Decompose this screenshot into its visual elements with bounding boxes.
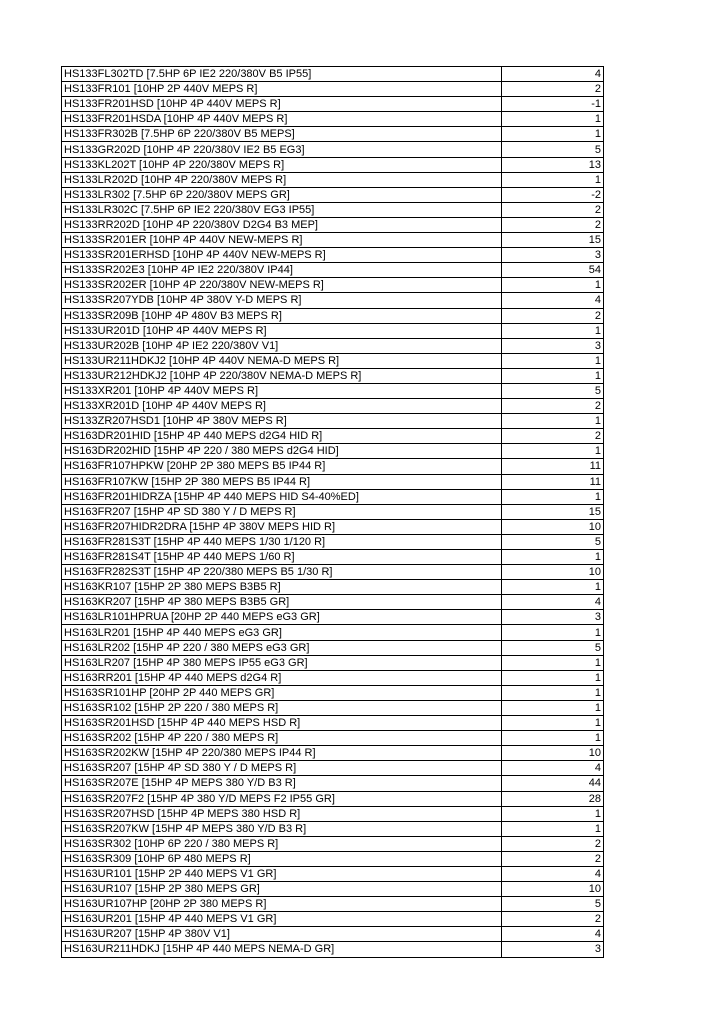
item-description-cell: HS163SR207 [15HP 4P SD 380 Y / D MEPS R] <box>62 761 502 776</box>
table-row <box>62 399 604 414</box>
item-description-cell: HS163UR211HDKJ [15HP 4P 440 MEPS NEMA-D GR] <box>62 942 502 957</box>
quantity-cell: 1 <box>502 655 604 670</box>
item-description-cell: HS133SR201ERHSD [10HP 4P 440V NEW-MEPS R] <box>62 248 502 263</box>
item-description-cell: HS133UR201D [10HP 4P 440V MEPS R] <box>62 323 502 338</box>
table-row <box>62 731 604 746</box>
quantity-cell: 4 <box>502 761 604 776</box>
quantity-cell: 2 <box>502 82 604 97</box>
table-row <box>62 776 604 791</box>
item-description-cell: HS133SR202E3 [10HP 4P IE2 220/380V IP44] <box>62 263 502 278</box>
item-description-cell: HS163UR207 [15HP 4P 380V V1] <box>62 927 502 942</box>
table-row <box>62 806 604 821</box>
table-row <box>62 459 604 474</box>
item-description-cell: HS133UR211HDKJ2 [10HP 4P 440V NEMA-D MEPS R] <box>62 353 502 368</box>
item-description-cell: HS163SR102 [15HP 2P 220 / 380 MEPS R] <box>62 700 502 715</box>
quantity-cell: 2 <box>502 429 604 444</box>
item-description-cell: HS133UR202B [10HP 4P IE2 220/380V V1] <box>62 338 502 353</box>
table-row <box>62 640 604 655</box>
table-row <box>62 625 604 640</box>
quantity-cell: 1 <box>502 685 604 700</box>
table-row <box>62 504 604 519</box>
item-description-cell: HS133FL302TD [7.5HP 6P IE2 220/380V B5 IP55] <box>62 67 502 82</box>
item-description-cell: HS163SR207KW [15HP 4P MEPS 380 Y/D B3 R] <box>62 821 502 836</box>
quantity-cell: 15 <box>502 233 604 248</box>
quantity-cell: 5 <box>502 142 604 157</box>
quantity-cell: -2 <box>502 187 604 202</box>
quantity-cell: 44 <box>502 776 604 791</box>
quantity-cell: 2 <box>502 399 604 414</box>
quantity-cell: 1 <box>502 368 604 383</box>
table-row <box>62 263 604 278</box>
item-description-cell: HS163FR201HIDRZA [15HP 4P 440 MEPS HID S4-40%ED] <box>62 489 502 504</box>
table-row <box>62 565 604 580</box>
quantity-cell: 1 <box>502 323 604 338</box>
item-description-cell: HS133SR202ER [10HP 4P 220/380V NEW-MEPS R] <box>62 278 502 293</box>
quantity-cell: 5 <box>502 534 604 549</box>
item-description-cell: HS133LR202D [10HP 4P 220/380V MEPS R] <box>62 172 502 187</box>
inventory-table <box>61 66 604 958</box>
item-description-cell: HS163SR207F2 [15HP 4P 380 Y/D MEPS F2 IP55 GR] <box>62 791 502 806</box>
item-description-cell: HS133LR302C [7.5HP 6P IE2 220/380V EG3 IP55] <box>62 202 502 217</box>
item-description-cell: HS163LR201 [15HP 4P 440 MEPS eG3 GR] <box>62 625 502 640</box>
item-description-cell: HS163KR107 [15HP 2P 380 MEPS B3B5 R] <box>62 580 502 595</box>
quantity-cell: 2 <box>502 217 604 232</box>
item-description-cell: HS163SR202 [15HP 4P 220 / 380 MEPS R] <box>62 731 502 746</box>
quantity-cell: 1 <box>502 127 604 142</box>
item-description-cell: HS133UR212HDKJ2 [10HP 4P 220/380V NEMA-D MEPS R] <box>62 368 502 383</box>
item-description-cell: HS163FR207HIDR2DRA [15HP 4P 380V MEPS HID R] <box>62 519 502 534</box>
quantity-cell: 15 <box>502 504 604 519</box>
quantity-cell: 13 <box>502 157 604 172</box>
table-row <box>62 278 604 293</box>
table-row <box>62 836 604 851</box>
table-row <box>62 670 604 685</box>
quantity-cell: 5 <box>502 897 604 912</box>
table-row <box>62 866 604 881</box>
quantity-cell: 2 <box>502 836 604 851</box>
quantity-cell: 2 <box>502 851 604 866</box>
quantity-cell: 3 <box>502 942 604 957</box>
item-description-cell: HS163FR207 [15HP 4P SD 380 Y / D MEPS R] <box>62 504 502 519</box>
item-description-cell: HS133XR201 [10HP 4P 440V MEPS R] <box>62 383 502 398</box>
item-description-cell: HS163SR207HSD [15HP 4P MEPS 380 HSD R] <box>62 806 502 821</box>
table-row <box>62 233 604 248</box>
table-row <box>62 791 604 806</box>
table-row <box>62 655 604 670</box>
table-row <box>62 610 604 625</box>
item-description-cell: HS133FR201HSD [10HP 4P 440V MEPS R] <box>62 97 502 112</box>
quantity-cell: 1 <box>502 172 604 187</box>
quantity-cell: 1 <box>502 580 604 595</box>
quantity-cell: 1 <box>502 731 604 746</box>
table-row <box>62 716 604 731</box>
item-description-cell: HS163RR201 [15HP 4P 440 MEPS d2G4 R] <box>62 670 502 685</box>
table-row <box>62 685 604 700</box>
item-description-cell: HS163FR107KW [15HP 2P 380 MEPS B5 IP44 R] <box>62 474 502 489</box>
item-description-cell: HS133RR202D [10HP 4P 220/380V D2G4 B3 MEP] <box>62 217 502 232</box>
table-row <box>62 368 604 383</box>
quantity-cell: 10 <box>502 519 604 534</box>
quantity-cell: 4 <box>502 67 604 82</box>
table-row <box>62 383 604 398</box>
item-description-cell: HS163FR281S4T [15HP 4P 440 MEPS 1/60 R] <box>62 550 502 565</box>
item-description-cell: HS133FR101 [10HP 2P 440V MEPS R] <box>62 82 502 97</box>
quantity-cell: 2 <box>502 308 604 323</box>
item-description-cell: HS133FR201HSDA [10HP 4P 440V MEPS R] <box>62 112 502 127</box>
table-row <box>62 97 604 112</box>
quantity-cell: 3 <box>502 610 604 625</box>
item-description-cell: HS163SR201HSD [15HP 4P 440 MEPS HSD R] <box>62 716 502 731</box>
quantity-cell: 10 <box>502 882 604 897</box>
quantity-cell: 3 <box>502 248 604 263</box>
quantity-cell: 11 <box>502 459 604 474</box>
table-row <box>62 353 604 368</box>
table-row <box>62 308 604 323</box>
item-description-cell: HS163KR207 [15HP 4P 380 MEPS B3B5 GR] <box>62 595 502 610</box>
quantity-cell: 2 <box>502 912 604 927</box>
quantity-cell: 5 <box>502 640 604 655</box>
table-row <box>62 157 604 172</box>
quantity-cell: 1 <box>502 278 604 293</box>
item-description-cell: HS163SR207E [15HP 4P MEPS 380 Y/D B3 R] <box>62 776 502 791</box>
table-row <box>62 580 604 595</box>
quantity-cell: 1 <box>502 700 604 715</box>
item-description-cell: HS133XR201D [10HP 4P 440V MEPS R] <box>62 399 502 414</box>
quantity-cell: 1 <box>502 806 604 821</box>
quantity-cell: 10 <box>502 746 604 761</box>
quantity-cell: 54 <box>502 263 604 278</box>
quantity-cell: -1 <box>502 97 604 112</box>
table-row <box>62 217 604 232</box>
item-description-cell: HS163LR207 [15HP 4P 380 MEPS IP55 eG3 GR] <box>62 655 502 670</box>
table-row <box>62 595 604 610</box>
table-row <box>62 248 604 263</box>
quantity-cell: 2 <box>502 202 604 217</box>
quantity-cell: 1 <box>502 444 604 459</box>
quantity-cell: 4 <box>502 866 604 881</box>
quantity-cell: 3 <box>502 338 604 353</box>
quantity-cell: 1 <box>502 821 604 836</box>
table-row <box>62 534 604 549</box>
table-row <box>62 882 604 897</box>
quantity-cell: 4 <box>502 595 604 610</box>
item-description-cell: HS163SR101HP [20HP 2P 440 MEPS GR] <box>62 685 502 700</box>
quantity-cell: 1 <box>502 414 604 429</box>
table-row <box>62 927 604 942</box>
table-row <box>62 942 604 957</box>
table-row <box>62 112 604 127</box>
table-row <box>62 202 604 217</box>
item-description-cell: HS163LR202 [15HP 4P 220 / 380 MEPS eG3 GR] <box>62 640 502 655</box>
quantity-cell: 1 <box>502 489 604 504</box>
table-row <box>62 187 604 202</box>
item-description-cell: HS163UR107 [15HP 2P 380 MEPS GR] <box>62 882 502 897</box>
table-row <box>62 172 604 187</box>
table-row <box>62 474 604 489</box>
item-description-cell: HS163DR201HID [15HP 4P 440 MEPS d2G4 HID R] <box>62 429 502 444</box>
quantity-cell: 11 <box>502 474 604 489</box>
table-row <box>62 323 604 338</box>
item-description-cell: HS163UR201 [15HP 4P 440 MEPS V1 GR] <box>62 912 502 927</box>
table-row <box>62 414 604 429</box>
table-row <box>62 67 604 82</box>
table-row <box>62 550 604 565</box>
item-description-cell: HS133LR302 [7.5HP 6P 220/380V MEPS GR] <box>62 187 502 202</box>
quantity-cell: 1 <box>502 112 604 127</box>
inventory-table-body <box>62 67 604 958</box>
table-row <box>62 897 604 912</box>
table-row <box>62 444 604 459</box>
table-row <box>62 851 604 866</box>
item-description-cell: HS163SR302 [10HP 6P 220 / 380 MEPS R] <box>62 836 502 851</box>
item-description-cell: HS133GR202D [10HP 4P 220/380V IE2 B5 EG3] <box>62 142 502 157</box>
table-row <box>62 519 604 534</box>
quantity-cell: 1 <box>502 716 604 731</box>
item-description-cell: HS133ZR207HSD1 [10HP 4P 380V MEPS R] <box>62 414 502 429</box>
quantity-cell: 4 <box>502 927 604 942</box>
item-description-cell: HS133SR209B [10HP 4P 480V B3 MEPS R] <box>62 308 502 323</box>
quantity-cell: 1 <box>502 670 604 685</box>
item-description-cell: HS163DR202HID [15HP 4P 220 / 380 MEPS d2G4 HID] <box>62 444 502 459</box>
quantity-cell: 28 <box>502 791 604 806</box>
item-description-cell: HS133SR207YDB [10HP 4P 380V Y-D MEPS R] <box>62 293 502 308</box>
quantity-cell: 10 <box>502 565 604 580</box>
table-row <box>62 82 604 97</box>
table-row <box>62 338 604 353</box>
table-row <box>62 821 604 836</box>
quantity-cell: 1 <box>502 353 604 368</box>
table-row <box>62 429 604 444</box>
table-row <box>62 293 604 308</box>
quantity-cell: 1 <box>502 625 604 640</box>
item-description-cell: HS163FR107HPKW [20HP 2P 380 MEPS B5 IP44 R] <box>62 459 502 474</box>
quantity-cell: 4 <box>502 293 604 308</box>
item-description-cell: HS163UR101 [15HP 2P 440 MEPS V1 GR] <box>62 866 502 881</box>
table-row <box>62 700 604 715</box>
table-row <box>62 761 604 776</box>
item-description-cell: HS163SR202KW [15HP 4P 220/380 MEPS IP44 R] <box>62 746 502 761</box>
item-description-cell: HS163FR281S3T [15HP 4P 440 MEPS 1/30 1/120 R] <box>62 534 502 549</box>
item-description-cell: HS133SR201ER [10HP 4P 440V NEW-MEPS R] <box>62 233 502 248</box>
item-description-cell: HS133KL202T [10HP 4P 220/380V MEPS R] <box>62 157 502 172</box>
item-description-cell: HS163FR282S3T [15HP 4P 220/380 MEPS B5 1/30 R] <box>62 565 502 580</box>
quantity-cell: 5 <box>502 383 604 398</box>
table-row <box>62 489 604 504</box>
table-row <box>62 912 604 927</box>
table-row <box>62 746 604 761</box>
table-row <box>62 127 604 142</box>
quantity-cell: 1 <box>502 550 604 565</box>
table-row <box>62 142 604 157</box>
item-description-cell: HS163UR107HP [20HP 2P 380 MEPS R] <box>62 897 502 912</box>
item-description-cell: HS163SR309 [10HP 6P 480 MEPS R] <box>62 851 502 866</box>
item-description-cell: HS163LR101HPRUA [20HP 2P 440 MEPS eG3 GR] <box>62 610 502 625</box>
item-description-cell: HS133FR302B [7.5HP 6P 220/380V B5 MEPS] <box>62 127 502 142</box>
